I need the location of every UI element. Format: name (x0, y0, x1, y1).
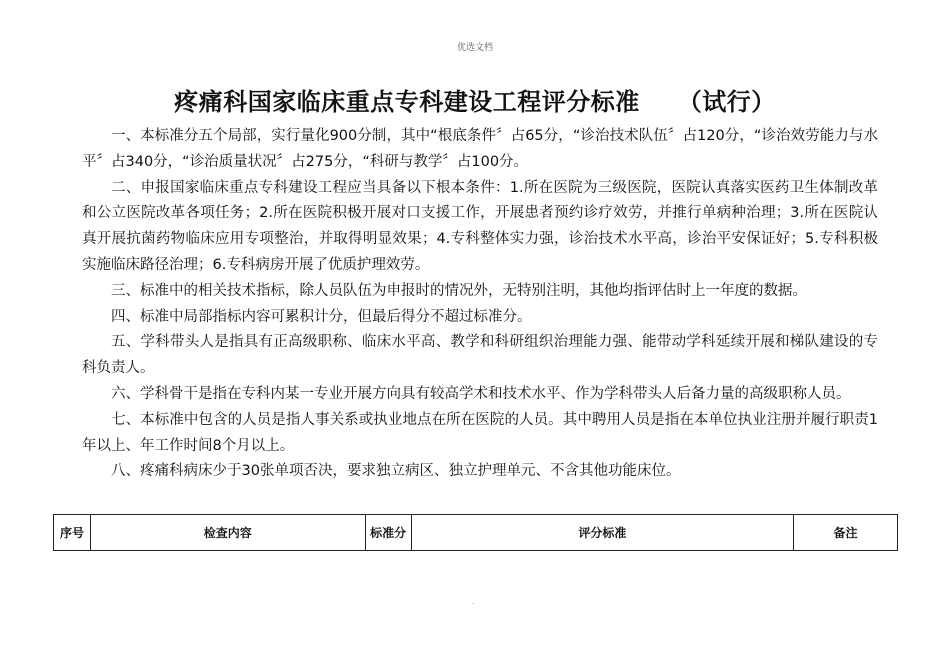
paragraph-8: 八、疼痛科病床少于30张单项否决，要求独立病区、独立护理单元、不含其他功能床位。 (111, 463, 681, 480)
paragraph-7: 七、本标准中包含的人员是指人事关系或执业地点在所在医院的人员。其中聘用人员是指在本单位执业注册并履行职责1年以上、年工作时间8个月以上。 (82, 411, 878, 454)
title-suffix: （试行） (677, 88, 776, 116)
paragraph-6: 六、学科骨干是指在专科内某一专业开展方向具有较高学术和技术水平、作为学科带头人后备力量的高级职称人员。 (111, 385, 851, 402)
paragraph-5: 五、学科带头人是指具有正高级职称、临床水平高、教学和科研组织治理能力强、能带动学科延续开展和梯队建设的专科负责人。 (82, 334, 878, 377)
table-header-row (54, 515, 898, 551)
header-note: 优选文档 (456, 43, 493, 53)
column-header-remarks: 备注 (794, 515, 898, 551)
scoring-table (53, 514, 898, 551)
column-header-criteria: 评分标准 (411, 515, 794, 551)
page-title (0, 82, 950, 117)
column-header-content: 检查内容 (90, 515, 365, 551)
paragraph-2: 二、申报国家临床重点专科建设工程应当具备以下根本条件：1.所在医院为三级医院，医院认真落实医药卫生体制改革和公立医院改革各项任务；2.所在医院积极开展对口支援工作，开展患者预约诊疗效劳，并推行单病种治理；3.所在医院认真开展抗菌药物临床应用专项整治，并取得明显效果；4.专科整体实力强，诊治技术水平高，诊治平安保证好；5.专科积极实施临床路径治理；6.专科病房开展了优质护理效劳。 (82, 179, 878, 273)
paragraph-4: 四、标准中局部指标内容可累积计分，但最后得分不超过标准分。 (111, 308, 532, 325)
title-main: 疼痛科国家临床重点专科建设工程评分标准 (174, 88, 640, 116)
footer-mark: . (472, 597, 475, 606)
column-header-index: 序号 (54, 515, 91, 551)
column-header-standard-score: 标准分 (365, 515, 411, 551)
paragraph-3: 三、标准中的相关技术指标，除人员队伍为申报时的情况外，无特别注明，其他均指评估时上一年度的数据。 (111, 282, 807, 299)
paragraph-1: 一、本标准分五个局部，实行量化900分制，其中“根底条件〞占65分，“诊治技术队伍〞占120分，“诊治效劳能力与水平〞占340分，“诊治质量状况〞占275分，“科研与教学〞占100分。 (82, 128, 878, 170)
document-body (82, 124, 878, 485)
